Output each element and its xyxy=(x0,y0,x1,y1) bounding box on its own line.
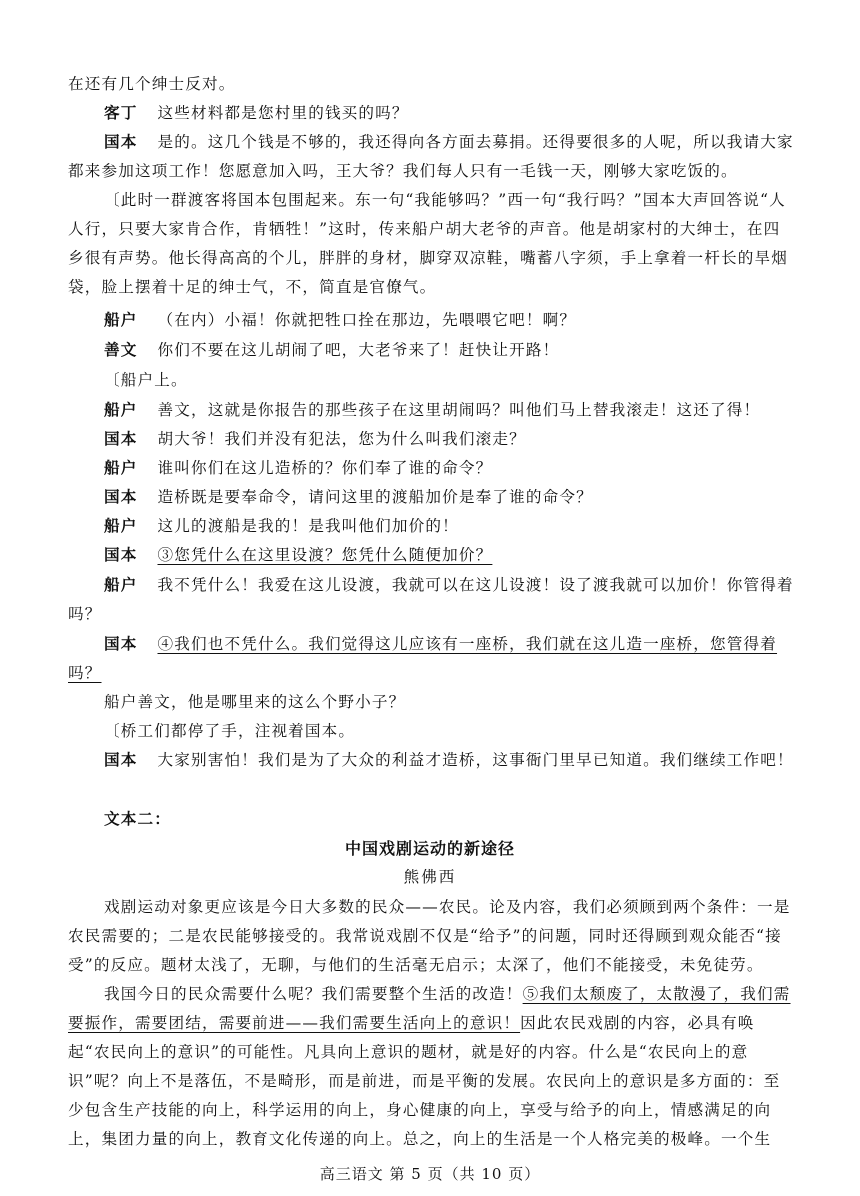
stage-direction: 〔桥工们都停了手，注视着国本。 xyxy=(104,722,356,740)
speaker-name: 客丁 xyxy=(104,104,138,122)
dialogue-line xyxy=(68,483,794,512)
dialogue-text: 你们不要在这儿胡闹了吧，大老爷来了！赶快让开路！ xyxy=(157,341,560,359)
speaker-name: 国本 xyxy=(104,133,138,151)
dialogue-line xyxy=(68,571,794,629)
page-footer: 高三语文 第 5 页（共 10 页） xyxy=(319,1165,541,1183)
speaker-name: 国本 xyxy=(104,751,138,769)
dialogue-text: 胡大爷！我们并没有犯法，您为什么叫我们滚走？ xyxy=(157,430,526,448)
dialogue-text: 这些材料都是您村里的钱买的吗？ xyxy=(157,104,409,122)
underlined-sentence-4: ④我们也不凭什么。我们觉得这儿应该有一座桥，我们就在这儿造一座桥，您管得着吗？ xyxy=(68,635,778,682)
dialogue-text: 这儿的渡船是我的！是我叫他们加价的！ xyxy=(157,517,459,535)
dialogue-line xyxy=(68,746,794,775)
article-author: 熊佛西 xyxy=(403,868,457,886)
dialogue-line xyxy=(68,454,794,483)
dialogue-text: 造桥既是要奉命令，请问这里的渡船加价是奉了谁的命令？ xyxy=(157,488,593,506)
dialogue-text: 大家别害怕！我们是为了大众的利益才造桥，这事衙门里早已知道。我们继续工作吧！ xyxy=(157,751,794,769)
dialogue-line xyxy=(68,425,794,454)
speaker-name: 船户 xyxy=(104,459,138,477)
speaker-name: 国本 xyxy=(104,546,138,564)
dialogue-text: （在内）小福！你就把牲口拴在那边，先喂喂它吧！啊？ xyxy=(157,311,577,329)
section-heading: 文本二： xyxy=(104,810,171,828)
dialogue-line xyxy=(68,306,794,335)
speaker-name: 船户 xyxy=(104,576,138,594)
speaker-name: 善文 xyxy=(104,341,138,359)
dialogue-text: 谁叫你们在这儿造桥的？你们奉了谁的命令？ xyxy=(157,459,493,477)
play-text-line: 在还有几个绅士反对。 xyxy=(68,75,236,93)
underlined-sentence-3: ③您凭什么在这里设渡？您凭什么随便加价？ xyxy=(157,546,493,564)
speaker-name: 船户 xyxy=(104,517,138,535)
speaker-name: 国本 xyxy=(104,488,138,506)
speaker-name: 国本 xyxy=(104,430,138,448)
paragraph-text: 我国今日的民众需要什么呢？我们需要整个生活的改造！ xyxy=(104,985,523,1003)
speaker-name: 国本 xyxy=(104,635,138,653)
dialogue-line xyxy=(68,512,794,541)
dialogue-line xyxy=(68,541,794,570)
dialogue-text: 善文，这就是你报告的那些孩子在这里胡闹吗？叫他们马上替我滚走！这还了得！ xyxy=(157,401,761,419)
dialogue-line xyxy=(68,128,794,186)
dialogue-line xyxy=(68,396,794,425)
dialogue-line xyxy=(68,336,794,365)
dialogue-text: 是的。这几个钱是不够的，我还得向各方面去募捐。还得要很多的人呢，所以我请大家都来参加这项工作！您愿意加入吗，王大爷？我们每人只有一毛钱一天，刚够大家吃饭的。 xyxy=(68,133,794,180)
speaker-name: 船户 xyxy=(104,401,138,419)
underlined-sentence-5: ⑤我们太颓废了，太散漫了，我们需要振作，需要团结，需要前进——我们需要生活向上的意识！ xyxy=(68,985,791,1032)
dialogue-line: 船户善文，他是哪里来的这么个野小子？ xyxy=(104,693,406,711)
dialogue-line xyxy=(68,630,794,688)
article-paragraph: 戏剧运动对象更应该是今日大多数的民众——农民。论及内容，我们必须顾到两个条件：一是农民需要的；二是农民能够接受的。我常说戏剧不仅是“给予”的问题，同时还得顾到观众能否“接受”的反应。题材太浅了，无聊，与他们的生活毫无启示；太深了，他们不能接受，未免徒劳。 xyxy=(68,898,791,974)
dialogue-line xyxy=(68,99,794,128)
speaker-name: 船户 xyxy=(104,311,138,329)
stage-direction: 〔此时一群渡客将国本包围起来。东一句“我能够吗？”西一句“我行吗？”国本大声回答说“人人行，只要大家肯合作，肯牺牲！”这时，传来船户胡大老爷的声音。他是胡家村的大绅士，在四乡很有声势。他长得高高的个儿，胖胖的身材，脚穿双凉鞋，嘴蓄八字须，手上拿着一杆长的旱烟袋，脸上摆着十足的绅士气，不，简直是官僚气。 xyxy=(68,191,788,296)
stage-direction: 〔船户上。 xyxy=(104,371,188,389)
article-paragraph xyxy=(68,980,794,1154)
article-title: 中国戏剧运动的新途径 xyxy=(344,839,515,858)
dialogue-text: 我不凭什么！我爱在这儿设渡，我就可以在这儿设渡！设了渡我就可以加价！你管得着吗？ xyxy=(68,576,794,623)
paragraph-text: 因此农民戏剧的内容，必具有唤起“农民向上的意识”的可能性。凡具向上意识的题材，就是好的内容。什么是“农民向上的意识”呢？向上不是落伍，不是畸形，而是前进，而是平衡的发展。农民向上的意识是多方面的：至少包含生产技能的向上，科学运用的向上，身心健康的向上，享受与给予的向上，情感满足的向上，集团力量的向上，教育文化传递的向上。总之，向上的生活是一个人格完美的极峰。一个生 xyxy=(68,1014,781,1148)
